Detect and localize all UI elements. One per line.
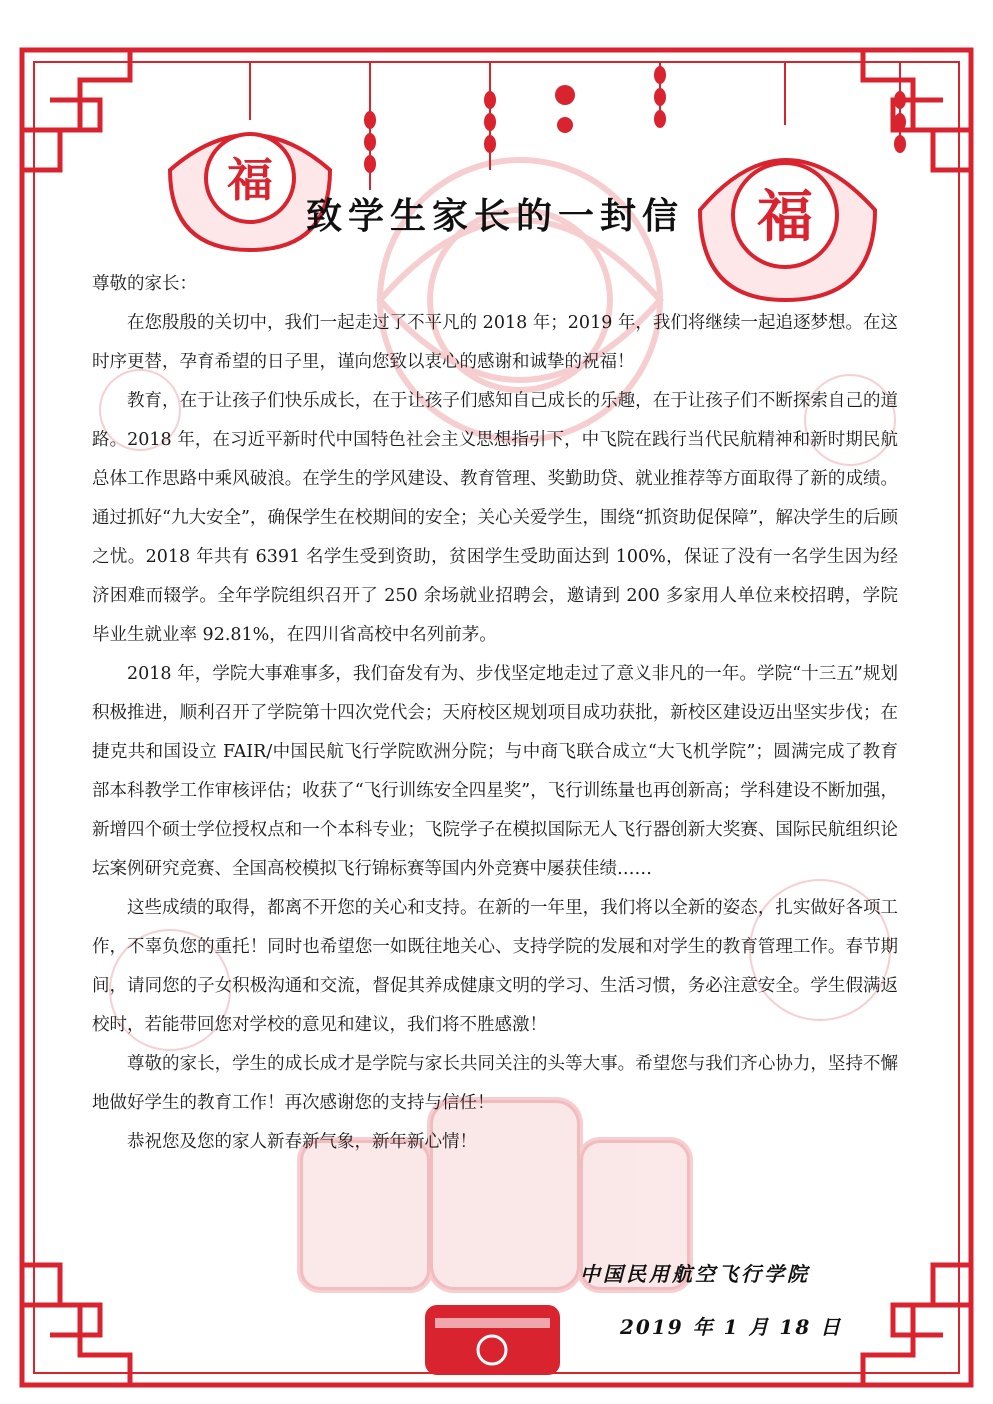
letter-body (92, 188, 898, 1162)
paragraph-partnership: 尊敬的家长，学生的成长成才是学院与家长共同关注的头等大事。希望您与我们齐心协力，坚持不懈地做好学生的教育工作！再次感谢您的支持与信任！ (92, 1054, 898, 1113)
paragraph-education: 教育，在于让孩子们快乐成长，在于让孩子们感知自己成长的乐趣，在于让孩子们不断探索自己的道路。2018 年，在习近平新时代中国特色社会主义思想指引下，中飞院在践行当代民航精神和新时期民航总体工作思路中乘风破浪。在学生的学风建设、教育管理、奖勤助贷、就业推荐等方面取得了新的成绩。通过抓好“九大安全”，确保学生在校期间的安全；关心关爱学生，围绕“抓资助促保障”，解决学生的后顾之忧。2018 年共有 6391 名学生受到资助，贫困学生受助面达到 100%，保证了没有一名学生因为经济困难而辍学。全年学院组织召开了 250 余场就业招聘会，邀请到 200 多家用人单位来校招聘，学院毕业生就业率 92.81%，在四川省高校中名列前茅。 (92, 391, 898, 645)
fu-character-right: 福 (757, 184, 813, 250)
fu-character-left: 福 (227, 153, 273, 207)
signature: 中国民用航空飞行学院 (580, 1262, 810, 1286)
paragraph-achievements: 2018 年，学院大事难事多，我们奋发有为、步伐坚定地走过了意义非凡的一年。学院“十三五”规划积极推进，顺利召开了学院第十四次党代会；天府校区规划项目成功获批，新校区建设迈出坚实步伐；在捷克共和国设立 FAIR/中国民航飞行学院欧洲分院；与中商飞联合成立“大飞机学院”；圆满完成了教育部本科教学工作审核评估；收获了“飞行训练安全四星奖”，飞行训练量也再创新高；学科建设不断加强，新增四个硕士学位授权点和一个本科专业；飞院学子在模拟国际无人飞行器创新大奖赛、国际民航组织论坛案例研究竞赛、全国高校模拟飞行锦标赛等国内外竞赛中屡获佳绩…… (92, 664, 898, 879)
letter-title: 致学生家长的一封信 (305, 195, 684, 237)
bead-strings (364, 66, 906, 173)
salutation: 尊敬的家长： (92, 274, 197, 294)
bottom-drum (425, 1305, 560, 1375)
paragraph-support: 这些成绩的取得，都离不开您的关心和支持。在新的一年里，我们将以全新的姿态，扎实做好各项工作，不辜负您的重托！同时也希望您一如既往地关心、支持学院的发展和对学生的教育管理工作。春节期间，请同您的子女积极沟通和交流，督促其养成健康文明的学习、生活习惯，务必注意安全。学生假满返校时，若能带回您对学校的意见和建议，我们将不胜感激！ (92, 898, 898, 1035)
letter-date: 2019 年 1 月 18 日 (620, 1315, 843, 1339)
paragraph-intro: 在您殷殷的关切中，我们一起走过了不平凡的 2018 年；2019 年，我们将继续一起追逐梦想。在这时序更替，孕育希望的日子里，谨向您致以衷心的感谢和诚挚的祝福！ (92, 313, 898, 372)
paragraph-wishes: 恭祝您及您的家人新春新气象，新年新心情！ (127, 1132, 477, 1152)
